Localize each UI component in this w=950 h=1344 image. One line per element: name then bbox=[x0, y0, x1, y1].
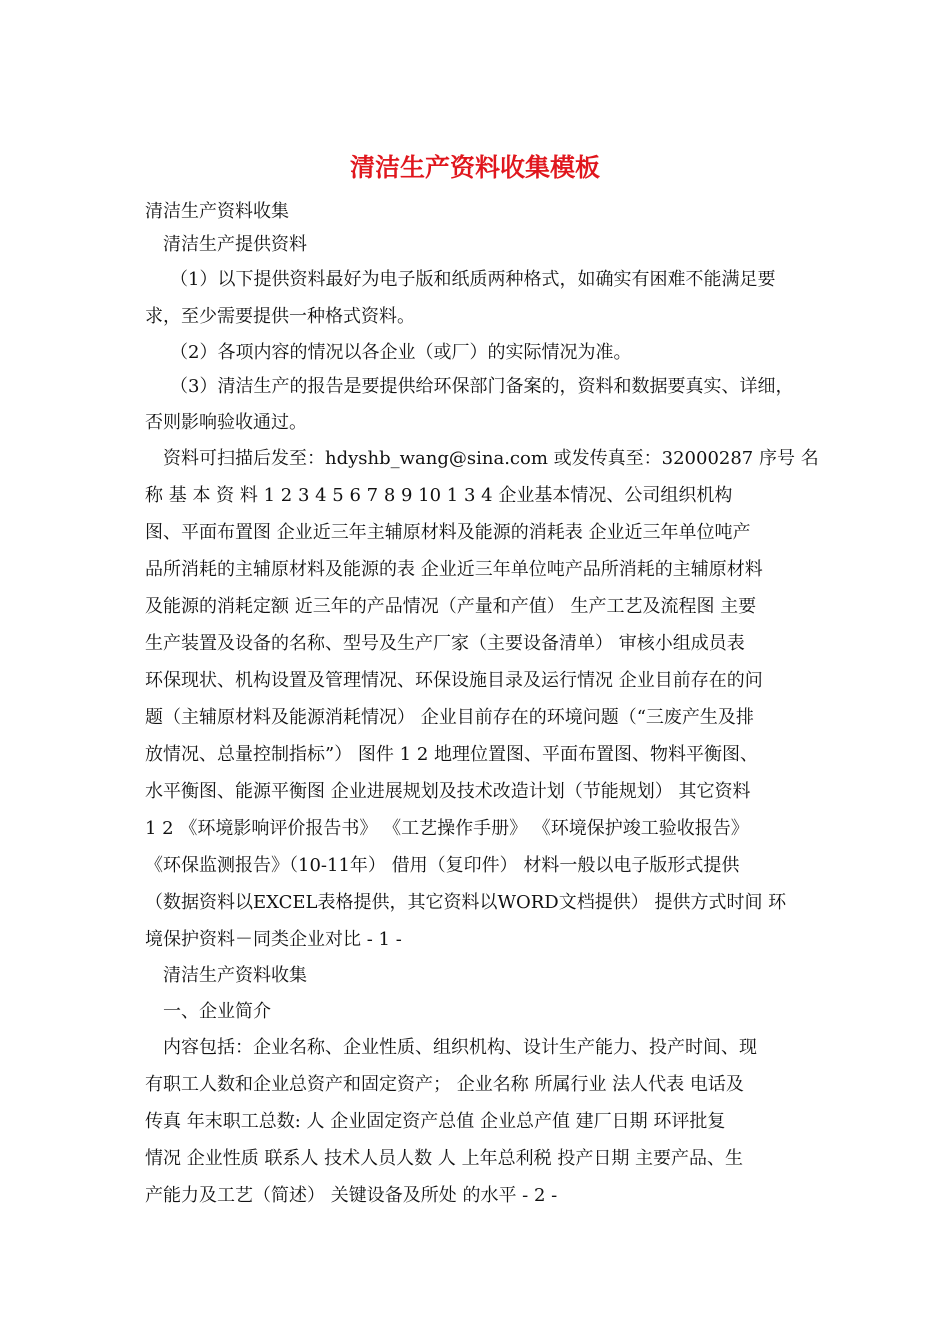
text-line: 内容包括：企业名称、企业性质、组织机构、设计生产能力、投产时间、现 bbox=[163, 1037, 757, 1058]
text-line: 境保护资料－同类企业对比 - 1 - bbox=[145, 929, 402, 950]
text-line: （数据资料以EXCEL表格提供，其它资料以WORD文档提供） 提供方式时间 环 bbox=[145, 892, 787, 913]
text-line: 求，至少需要提供一种格式资料。 bbox=[145, 306, 415, 327]
section-heading: 清洁生产资料收集 bbox=[163, 965, 307, 986]
text-line: 题（主辅原材料及能源消耗情况） 企业目前存在的环境问题（“三废产生及排 bbox=[145, 707, 754, 728]
text-line: （2）各项内容的情况以各企业（或厂）的实际情况为准。 bbox=[170, 342, 632, 363]
section-heading: 清洁生产资料收集 bbox=[145, 201, 289, 222]
text-line: 环保现状、机构设置及管理情况、环保设施目录及运行情况 企业目前存在的问 bbox=[145, 670, 763, 691]
text-line: 1 2 《环境影响评价报告书》 《工艺操作手册》 《环境保护竣工验收报告》 bbox=[145, 818, 749, 839]
text-line: 及能源的消耗定额 近三年的产品情况（产量和产值） 生产工艺及流程图 主要 bbox=[145, 596, 757, 617]
document-title: 清洁生产资料收集模板 bbox=[349, 153, 600, 182]
text-line: 图、平面布置图 企业近三年主辅原材料及能源的消耗表 企业近三年单位吨产 bbox=[145, 522, 751, 543]
text-line: （1）以下提供资料最好为电子版和纸质两种格式，如确实有困难不能满足要 bbox=[170, 269, 776, 290]
text-line: 否则影响验收通过。 bbox=[145, 412, 307, 433]
text-line: 资料可扫描后发至：hdyshb_wang@sina.com 或发传真至：32000287 序号 名 bbox=[163, 448, 819, 469]
subsection-heading: 清洁生产提供资料 bbox=[163, 234, 307, 255]
text-line: 产能力及工艺（简述） 关键设备及所处 的水平 - 2 - bbox=[145, 1185, 558, 1206]
text-line: 水平衡图、能源平衡图 企业进展规划及技术改造计划（节能规划） 其它资料 bbox=[145, 781, 751, 802]
text-line: （3）清洁生产的报告是要提供给环保部门备案的，资料和数据要真实、详细， bbox=[170, 376, 794, 397]
text-line: 《环保监测报告》（10-11年） 借用（复印件） 材料一般以电子版形式提供 bbox=[145, 855, 740, 876]
text-line: 传真 年末职工总数: 人 企业固定资产总值 企业总产值 建厂日期 环评批复 bbox=[145, 1111, 726, 1132]
subsection-heading: 一、企业简介 bbox=[163, 1001, 271, 1022]
text-line: 生产装置及设备的名称、型号及生产厂家（主要设备清单） 审核小组成员表 bbox=[145, 633, 745, 654]
text-line: 有职工人数和企业总资产和固定资产； 企业名称 所属行业 法人代表 电话及 bbox=[145, 1074, 744, 1095]
text-line: 放情况、总量控制指标”） 图件 1 2 地理位置图、平面布置图、物料平衡图、 bbox=[145, 744, 758, 765]
text-line: 情况 企业性质 联系人 技术人员人数 人 上年总利税 投产日期 主要产品、生 bbox=[145, 1148, 744, 1169]
text-line: 称 基 本 资 料 1 2 3 4 5 6 7 8 9 10 1 3 4 企业基本情况、公司组织机构 bbox=[145, 485, 733, 506]
text-line: 品所消耗的主辅原材料及能源的表 企业近三年单位吨产品所消耗的主辅原材料 bbox=[145, 559, 763, 580]
